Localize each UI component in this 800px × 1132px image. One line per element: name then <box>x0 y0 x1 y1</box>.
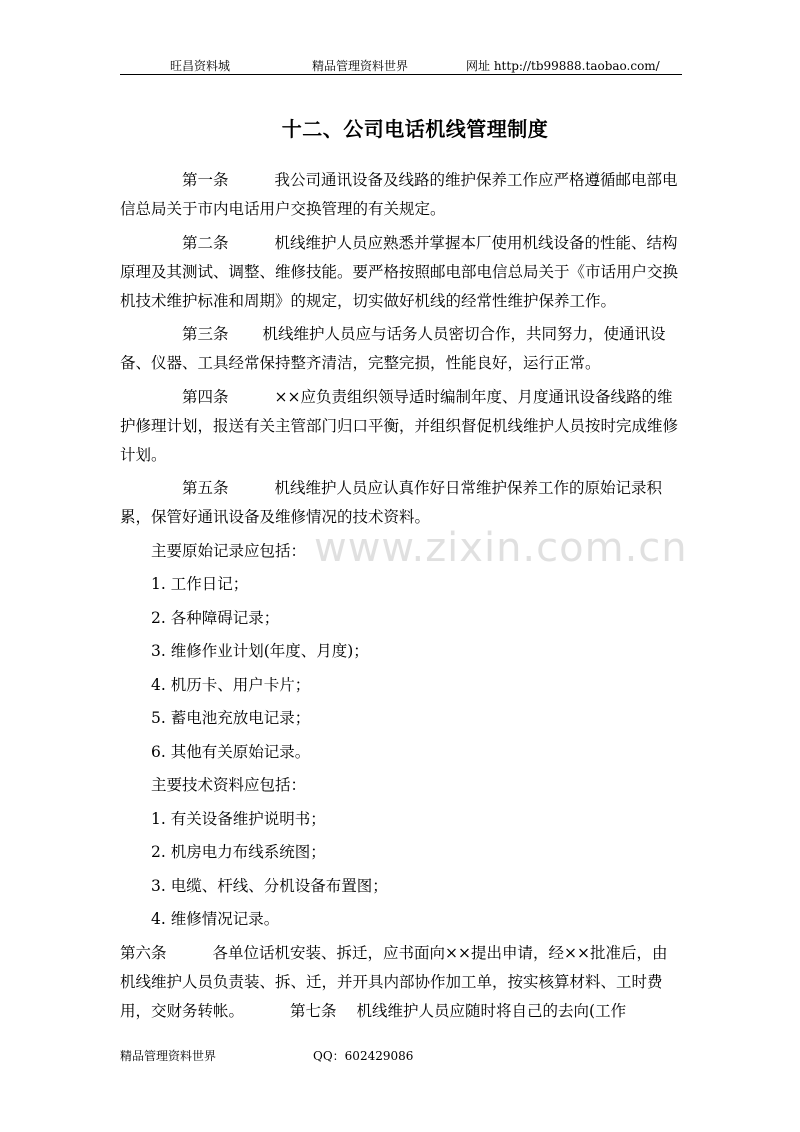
footer-left-text: 精品管理资料世界 <box>120 1049 217 1063</box>
list-item: 2. 机房电力布线系统图； <box>151 843 326 861</box>
article-text: 各单位话机安装、拆迁，应书面向××提出申请，经××批准后，由机线维护人员负责装、拆、迁，并开具内部协作加工单，按实核算材料、工时费用，交财务转帐。 <box>120 943 668 1020</box>
article-label: 第六条 <box>120 943 167 962</box>
article-6-7 <box>120 939 682 1026</box>
list-item: 2. 各种障碍记录； <box>151 608 280 627</box>
document-body <box>120 166 682 1030</box>
list-item: 3. 电缆、杆线、分机设备布置图； <box>151 876 388 895</box>
records-heading: 主要原始记录应包括： <box>151 541 307 560</box>
article-5 <box>120 474 682 532</box>
list-item: 6. 其他有关原始记录。 <box>151 742 311 761</box>
watermark: www.zixin.com.cn <box>314 525 688 571</box>
article-2 <box>120 229 682 316</box>
article-text: 机线维护人员应认真作好日常维护保养工作的原始记录积累，保管好通讯设备及维修情况的技术资料。 <box>120 479 663 526</box>
list-item: 3. 维修作业计划(年度、月度)； <box>151 642 369 660</box>
list-item: 1. 工作日记； <box>151 575 249 593</box>
tech-heading: 主要技术资料应包括： <box>151 776 307 794</box>
list-item: 4. 维修情况记录。 <box>151 910 280 928</box>
page-header <box>120 57 682 75</box>
header-url-text: 网址 http://tb99888.taobao.com/ <box>466 59 660 73</box>
header-middle-text: 精品管理资料世界 <box>312 59 409 73</box>
article-text: 机线维护人员应随时将自己的去向(工作 <box>356 1001 627 1020</box>
article-label: 第一条 <box>182 171 229 189</box>
article-label: 第三条 <box>182 325 229 343</box>
article-label: 第七条 <box>290 1001 337 1020</box>
list-item: 4. 机历卡、用户卡片； <box>151 675 311 694</box>
article-label: 第二条 <box>182 233 229 252</box>
article-text: 我公司通讯设备及线路的维护保养工作应严格遵循邮电部电信总局关于市内电话用户交换管理的有关规定。 <box>120 171 678 218</box>
footer-qq-text: QQ：602429086 <box>313 1049 414 1063</box>
list-item: 1. 有关设备维护说明书； <box>151 809 326 828</box>
article-label: 第五条 <box>182 479 229 497</box>
article-text: ××应负责组织领导适时编制年度、月度通讯设备线路的维护修理计划，报送有关主管部门归口平衡，并组织督促机线维护人员按时完成维修计划。 <box>120 387 679 464</box>
article-4 <box>120 383 682 470</box>
header-left-text: 旺昌资料城 <box>170 59 231 73</box>
document-title: 十二、公司电话机线管理制度 <box>281 117 549 141</box>
article-3 <box>120 320 682 378</box>
article-1 <box>120 166 682 224</box>
article-text: 机线维护人员应与话务人员密切合作，共同努力，使通讯设备、仪器、工具经常保持整齐清洁，完整完损，性能良好，运行正常。 <box>120 325 666 372</box>
list-item: 5. 蓄电池充放电记录； <box>151 709 311 727</box>
article-label: 第四条 <box>182 387 229 406</box>
header-divider <box>120 74 682 75</box>
article-text: 机线维护人员应熟悉并掌握本厂使用机线设备的性能、结构原理及其测试、调整、维修技能。要严格按照邮电部电信总局关于《市话用户交换机技术维护标准和周期》的规定，切实做好机线的经常性维护保养工作。 <box>120 233 679 310</box>
